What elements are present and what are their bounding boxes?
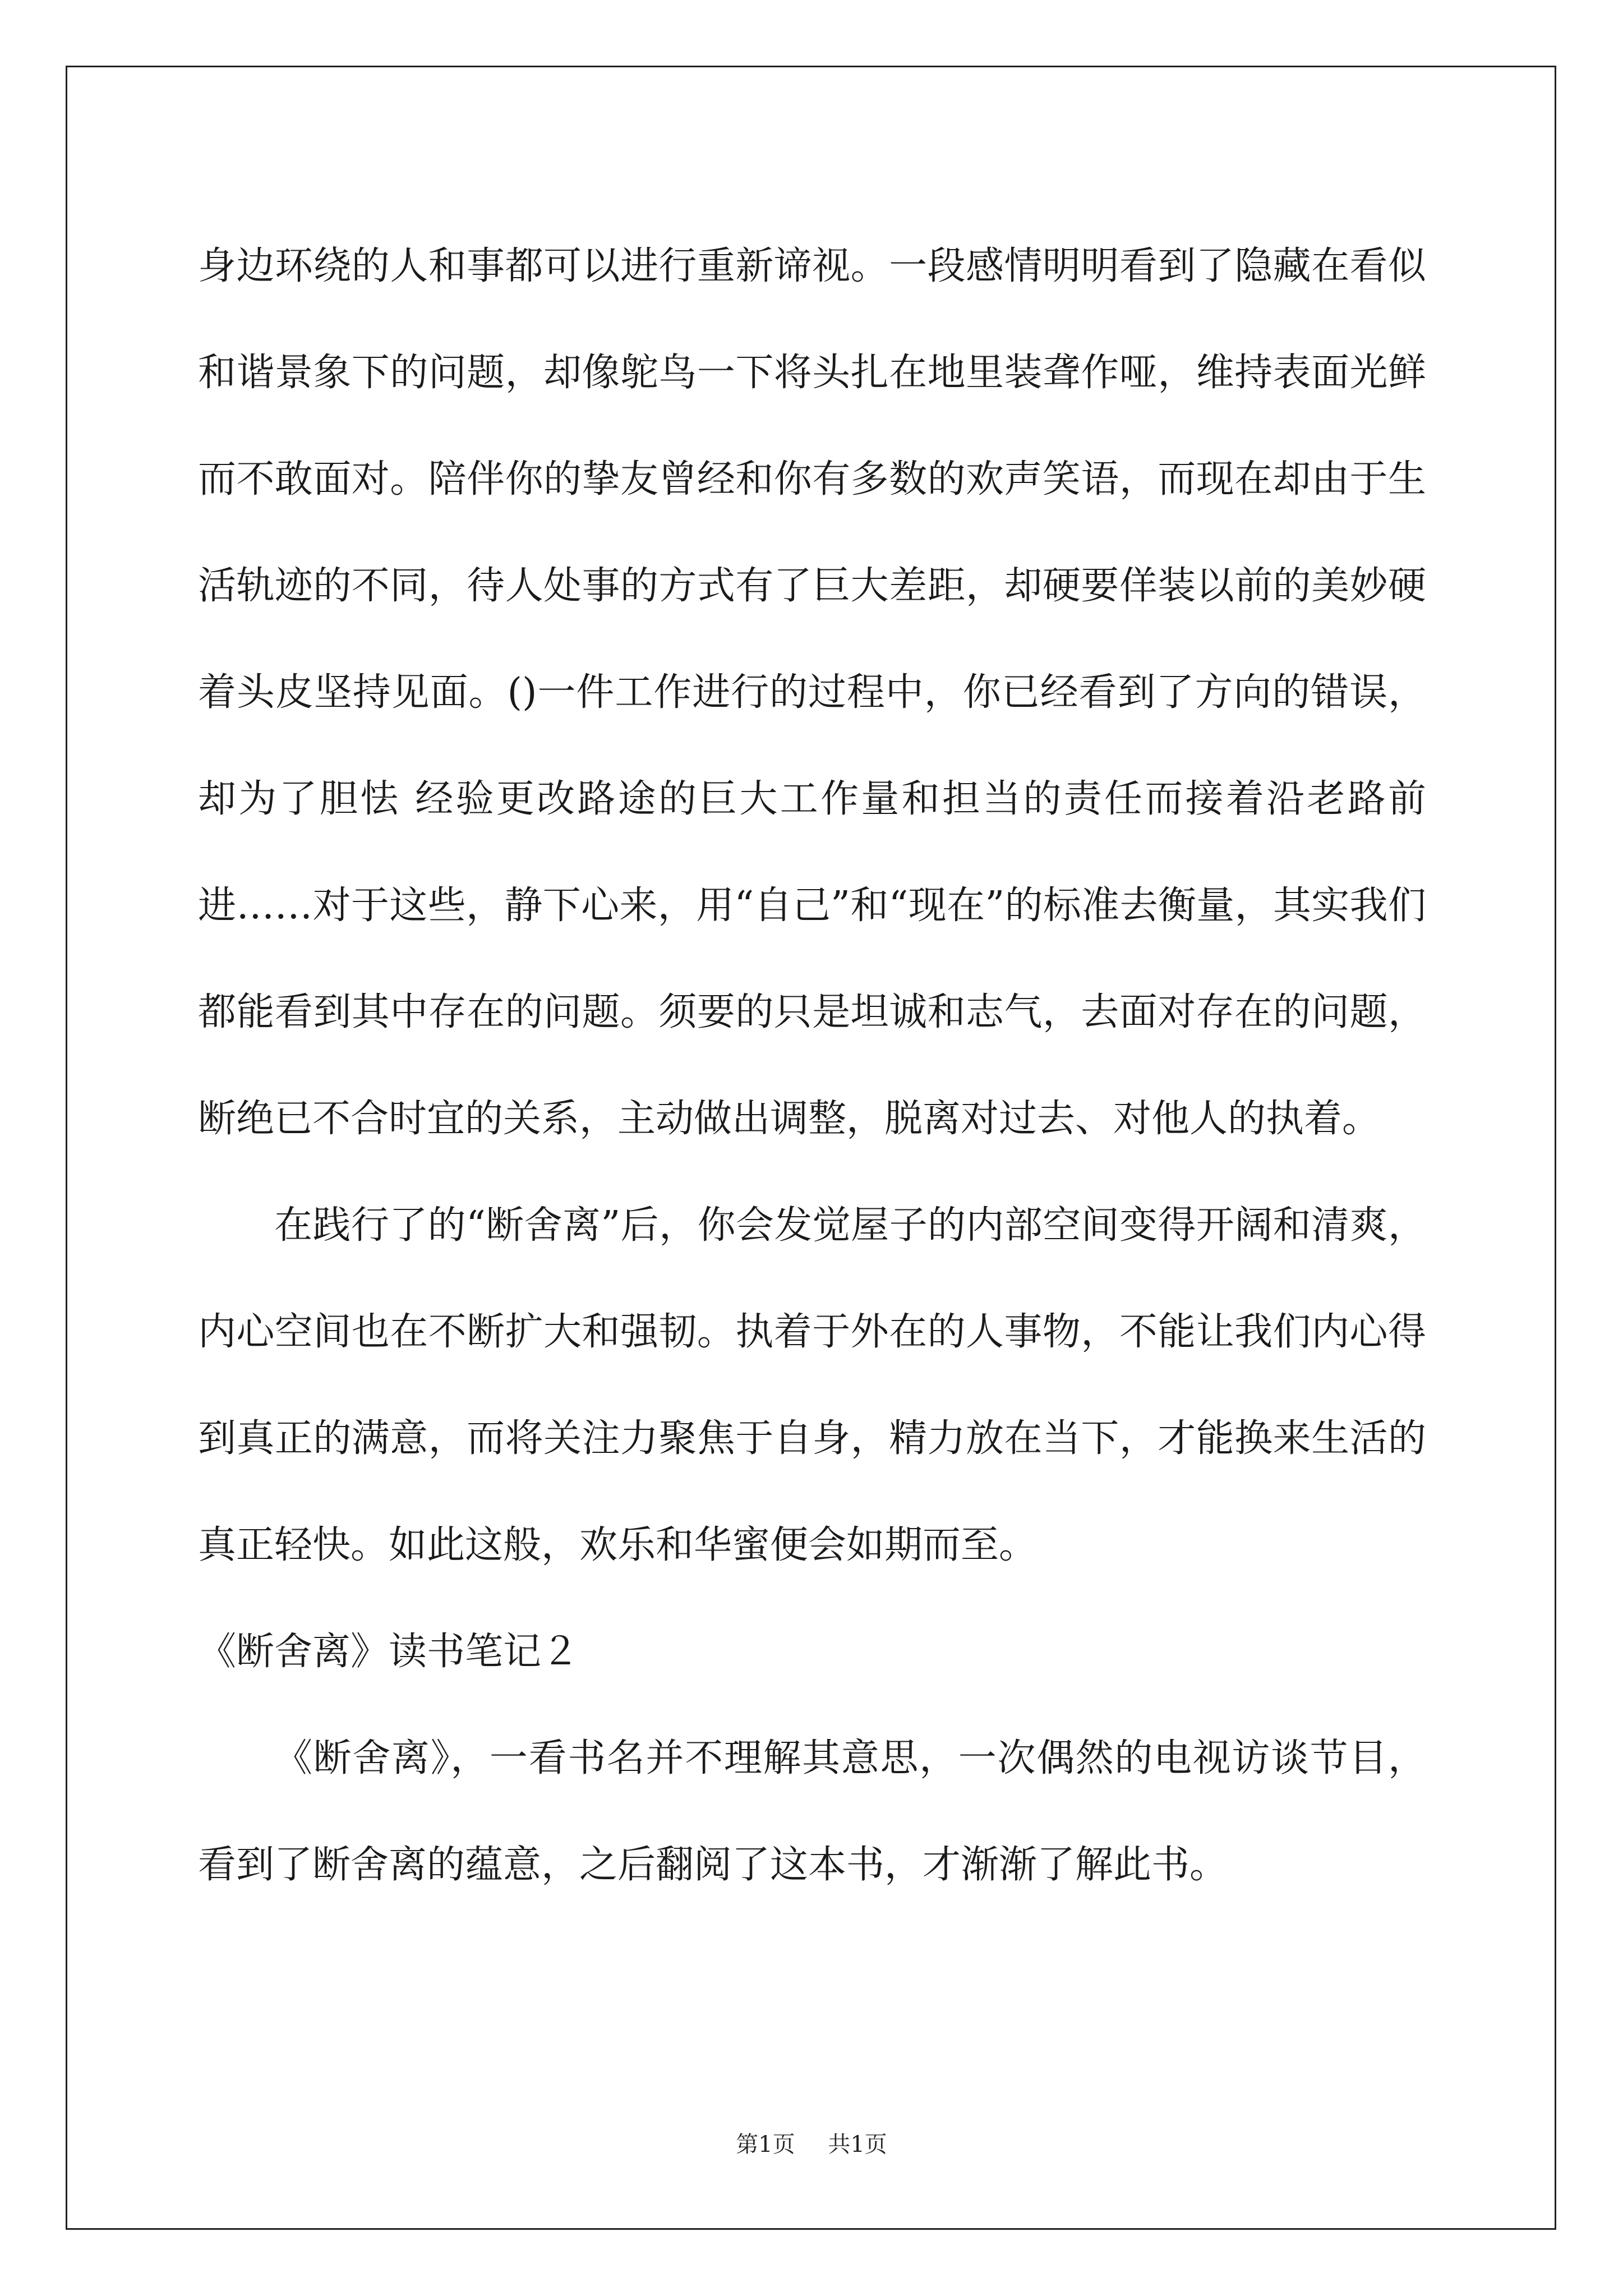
page-footer xyxy=(0,2129,1623,2160)
paragraph-intro: 《断舍离》，一看书名并不理解其意思，一次偶然的电视访谈节目，看到了断舍离的蕴意，之后翻阅了这本书，才渐渐了解此书。 xyxy=(198,1736,1426,1887)
paragraph-continuation: 身边环绕的人和事都可以进行重新谛视。一段感情明明看到了隐藏在看似和谐景象下的问题，却像鸵鸟一下将头扎在地里装聋作哑，维持表面光鲜而不敢面对。陪伴你的挚友曾经和你有多数的欢声笑语，而现在却由于生活轨迹的不同，待人处事的方式有了巨大差距，却硬要佯装以前的美妙硬着头皮坚持见面。()一件工作进行的过程中，你已经看到了方向的错误，却为了胆怯 经验更改路途的巨大工作量和担当的责任而接着沿老路前进……对于这些，静下心来，用“自己”和“现在”的标准去衡量，其实我们都能看到其中存在的问题。须要的只是坦诚和志气，去面对存在的问题，断绝已不合时宜的关系，主动做出调整，脱离对过去、对他人的执着。 xyxy=(198,244,1426,1141)
section-heading: 《断舍离》读书笔记２ xyxy=(198,1630,580,1674)
document-body xyxy=(198,213,1426,1918)
page-total: 共1页 xyxy=(828,2132,887,2157)
paragraph-conclusion: 在践行了的“断舍离”后，你会发觉屋子的内部空间变得开阔和清爽，内心空间也在不断扩大和强韧。执着于外在的人事物，不能让我们内心得到真正的满意，而将关注力聚焦于自身，精力放在当下，才能换来生活的真正轻快。如此这般，欢乐和华蜜便会如期而至。 xyxy=(198,1203,1426,1567)
page-number: 第1页 xyxy=(736,2132,795,2157)
